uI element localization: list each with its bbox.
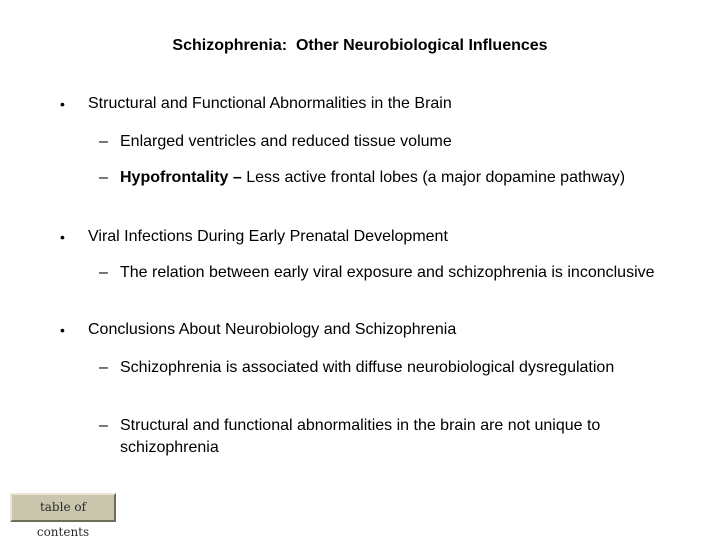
- sub-bullet-marker: –: [99, 133, 108, 150]
- sub-bullet-marker: –: [99, 169, 108, 186]
- hypofrontality-term: Hypofrontality –: [120, 169, 242, 186]
- sub-bullet-marker: –: [99, 264, 108, 281]
- bullet-marker: •: [60, 96, 65, 112]
- sub-bullet-text: Hypofrontality – Less active frontal lobes (a major dopamine pathway): [120, 169, 626, 186]
- bullet-text: Conclusions About Neurobiology and Schizophrenia: [88, 321, 457, 338]
- sub-bullet-marker: –: [99, 417, 108, 434]
- sub-bullet-text: The relation between early viral exposure and schizophrenia is inconclusive: [120, 264, 655, 281]
- sub-bullet-text: Enlarged ventricles and reduced tissue volume: [120, 133, 452, 150]
- sub-bullet-text: Structural and functional abnormalities in the brain are not unique to schizophrenia: [120, 417, 601, 456]
- bullet-marker: •: [60, 229, 65, 245]
- slide-title: Schizophrenia: Other Neurobiological Influences: [172, 37, 548, 54]
- table-of-contents-button[interactable]: table of contents: [10, 493, 116, 522]
- bullet-text: Viral Infections During Early Prenatal Development: [88, 228, 448, 245]
- bullet-text: Structural and Functional Abnormalities in the Brain: [88, 95, 452, 112]
- sub-bullet-marker: –: [99, 359, 108, 376]
- bullet-marker: •: [60, 322, 65, 338]
- sub-bullet-text: Schizophrenia is associated with diffuse neurobiological dysregulation: [120, 359, 615, 376]
